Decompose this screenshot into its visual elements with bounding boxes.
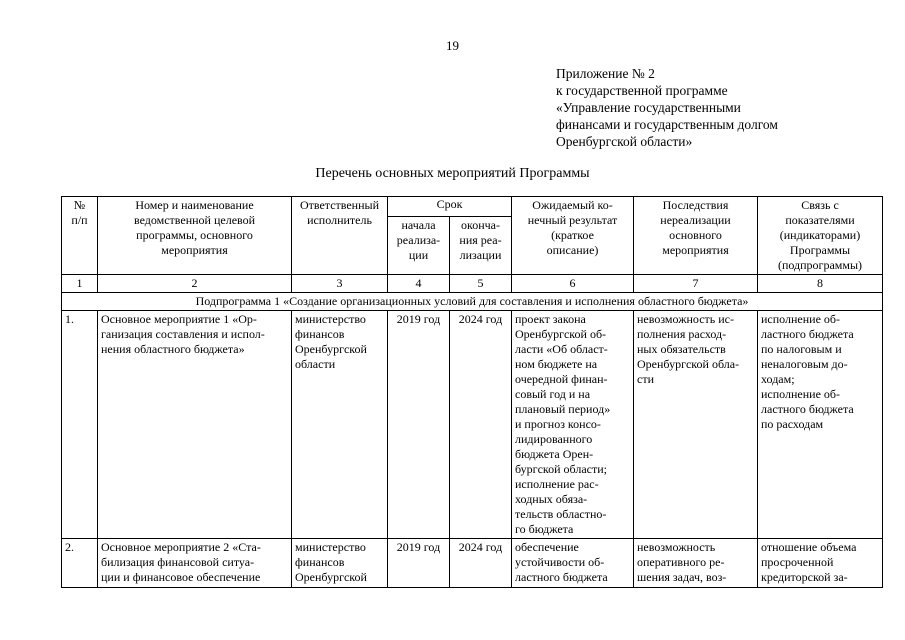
header-name: Номер и наименование ведомственной целевой программы, основного мероприятия (98, 197, 292, 275)
column-number: 1 (62, 275, 98, 293)
column-numbers-row (62, 275, 883, 293)
row-consequences: невозможность ис- полнения расход- ных обязательств Оренбургской обла- сти (634, 311, 758, 539)
appendix-line: к государственной программе (556, 83, 728, 98)
row-consequences: невозможность оперативного ре- шения задач, воз- (634, 539, 758, 588)
page-number: 19 (446, 38, 459, 53)
appendix-line: «Управление государственными (556, 100, 741, 115)
column-number: 6 (512, 275, 634, 293)
row-end: 2024 год (450, 539, 512, 588)
subprogram-row (62, 293, 883, 311)
header-executor: Ответственный исполнитель (292, 197, 388, 275)
row-result: проект закона Оренбургской об- ласти «Об област- ном бюджете на очередной финан- совый год и на плановый период» и прогноз консо- лидированного бюджета Орен- бургской области; исполнение рас- ходных обяза- тельств областно- го бюджета (512, 311, 634, 539)
row-link: исполнение об- ластного бюджета по налоговым и неналоговым до- ходам; исполнение об- ластного бюджета по расходам (758, 311, 883, 539)
column-number: 4 (388, 275, 450, 293)
table-row (62, 311, 883, 539)
header-consequences: Последствия нереализации основного мероприятия (634, 197, 758, 275)
header-link: Связь с показателями (индикаторами) Программы (подпрограммы) (758, 197, 883, 275)
appendix-block (556, 65, 778, 150)
column-number: 7 (634, 275, 758, 293)
appendix-line: Приложение № 2 (556, 66, 655, 81)
column-number: 2 (98, 275, 292, 293)
appendix-line: Оренбургской области» (556, 134, 693, 149)
row-result: обеспечение устойчивости об- ластного бюджета (512, 539, 634, 588)
row-start: 2019 год (388, 311, 450, 539)
row-name: Основное мероприятие 2 «Ста- билизация финансовой ситуа- ции и финансовое обеспечение (98, 539, 292, 588)
row-num: 1. (62, 311, 98, 539)
row-executor: министерство финансов Оренбургской области (292, 311, 388, 539)
column-number: 8 (758, 275, 883, 293)
subprogram-title: Подпрограмма 1 «Создание организационных условий для составления и исполнения областного бюджета» (62, 293, 883, 311)
row-link: отношение объема просроченной кредиторской за- (758, 539, 883, 588)
header-row (62, 197, 883, 217)
row-num: 2. (62, 539, 98, 588)
document-title: Перечень основных мероприятий Программы (315, 166, 590, 181)
header-end: оконча- ния реа- лизации (450, 216, 512, 275)
activities-table (61, 196, 883, 588)
header-start: начала реализа- ции (388, 216, 450, 275)
column-number: 3 (292, 275, 388, 293)
table-row (62, 539, 883, 588)
row-start: 2019 год (388, 539, 450, 588)
appendix-line: финансами и государственным долгом (556, 117, 778, 132)
header-result: Ожидаемый ко- нечный результат (краткое описание) (512, 197, 634, 275)
row-executor: министерство финансов Оренбургской (292, 539, 388, 588)
header-num: № п/п (62, 197, 98, 275)
row-end: 2024 год (450, 311, 512, 539)
row-name: Основное мероприятие 1 «Ор- ганизация составления и испол- нения областного бюджета» (98, 311, 292, 539)
header-term: Срок (388, 197, 512, 217)
column-number: 5 (450, 275, 512, 293)
